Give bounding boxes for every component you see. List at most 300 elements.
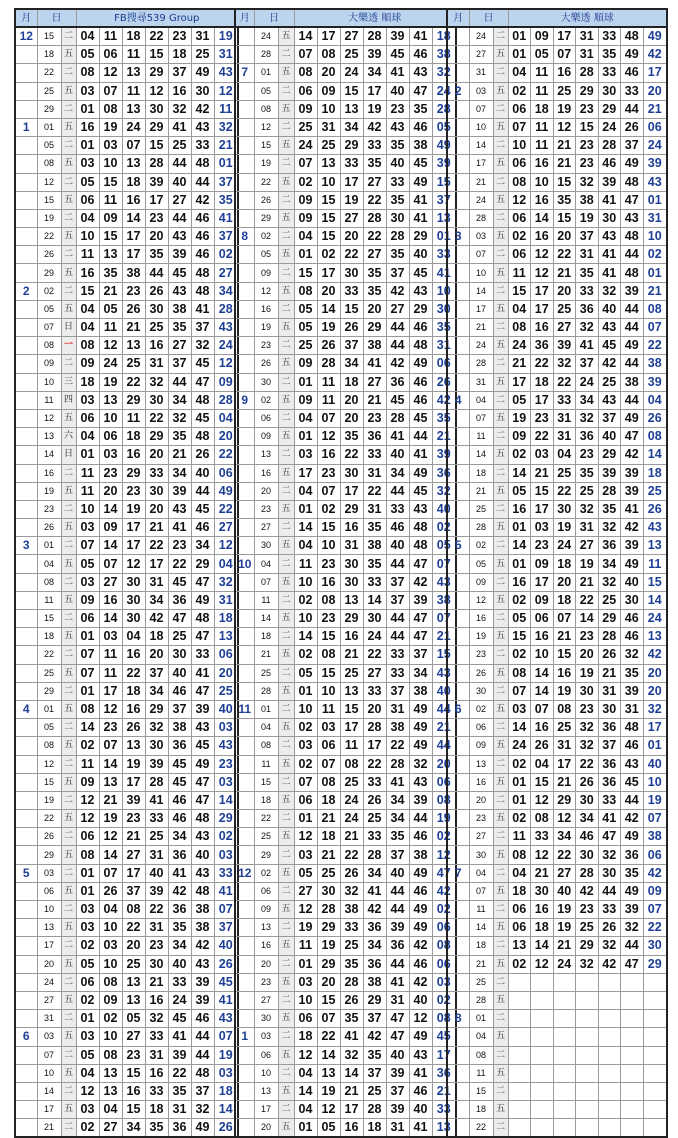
date-cell: 29 xyxy=(37,264,61,282)
number-cell: 41 xyxy=(598,264,621,282)
month-cell: 8 xyxy=(447,1010,469,1028)
number-cell: 15 xyxy=(122,1064,145,1082)
special-number-cell: 07 xyxy=(432,610,456,628)
date-cell: 24 xyxy=(469,27,493,46)
number-cell: 49 xyxy=(409,1028,432,1046)
weekday-cell: 二 xyxy=(61,646,76,664)
weekday-cell: 五 xyxy=(61,482,76,500)
weekday-cell: 五 xyxy=(493,882,508,900)
special-number-cell: 49 xyxy=(432,137,456,155)
number-cell: 16 xyxy=(340,628,363,646)
month-cell xyxy=(235,573,254,591)
draw-table-2 xyxy=(234,8,457,1138)
special-number-cell: 20 xyxy=(643,82,667,100)
number-cell: 17 xyxy=(122,773,145,791)
draw-row xyxy=(15,719,238,737)
number-cell: 11 xyxy=(317,373,340,391)
draw-row xyxy=(447,810,667,828)
special-number-cell: 45 xyxy=(432,1028,456,1046)
number-cell: 13 xyxy=(99,391,122,409)
number-cell: 12 xyxy=(145,82,168,100)
month-cell xyxy=(235,1010,254,1028)
special-number-cell: 27 xyxy=(214,519,238,537)
special-number-cell: 15 xyxy=(643,573,667,591)
draw-row xyxy=(235,482,456,500)
special-number-cell: 20 xyxy=(214,664,238,682)
number-cell: 40 xyxy=(386,155,409,173)
number-cell: 04 xyxy=(294,1101,317,1119)
number-cell: 20 xyxy=(317,64,340,82)
special-number-cell: 47 xyxy=(432,864,456,882)
number-cell: 18 xyxy=(122,682,145,700)
draw-row xyxy=(15,955,238,973)
number-cell: 20 xyxy=(145,646,168,664)
date-cell: 25 xyxy=(254,664,278,682)
number-cell: 26 xyxy=(317,337,340,355)
number-cell: 05 xyxy=(76,955,99,973)
special-number-cell: 26 xyxy=(214,1119,238,1138)
number-cell: 42 xyxy=(363,1028,386,1046)
number-cell: 07 xyxy=(317,482,340,500)
number-cell: 05 xyxy=(294,319,317,337)
number-cell: 40 xyxy=(191,464,214,482)
month-cell xyxy=(447,955,469,973)
draw-row xyxy=(15,264,238,282)
special-number-cell: 39 xyxy=(643,155,667,173)
draw-row xyxy=(447,846,667,864)
month-cell xyxy=(447,137,469,155)
number-cell: 18 xyxy=(168,46,191,64)
number-cell: 16 xyxy=(76,264,99,282)
number-cell: 41 xyxy=(409,209,432,227)
date-cell: 05 xyxy=(37,300,61,318)
number-cell xyxy=(576,1010,599,1028)
number-cell: 21 xyxy=(317,810,340,828)
date-cell: 13 xyxy=(254,1082,278,1100)
draw-row xyxy=(447,118,667,136)
number-cell: 32 xyxy=(621,646,644,664)
number-cell: 46 xyxy=(191,519,214,537)
number-cell xyxy=(621,1046,644,1064)
date-cell: 18 xyxy=(37,46,61,64)
number-cell: 33 xyxy=(386,173,409,191)
special-number-cell: 24 xyxy=(643,137,667,155)
number-cell xyxy=(553,973,576,991)
number-cell: 41 xyxy=(409,191,432,209)
draw-row xyxy=(15,810,238,828)
special-number-cell: 36 xyxy=(432,1064,456,1082)
weekday-cell: 二 xyxy=(278,300,294,318)
number-cell: 47 xyxy=(191,573,214,591)
number-cell: 42 xyxy=(621,519,644,537)
month-cell xyxy=(235,173,254,191)
number-cell: 33 xyxy=(191,646,214,664)
weekday-cell: 二 xyxy=(278,955,294,973)
month-cell: 5 xyxy=(447,537,469,555)
month-cell xyxy=(235,482,254,500)
draw-row xyxy=(235,300,456,318)
number-cell: 01 xyxy=(508,519,531,537)
weekday-cell: 二 xyxy=(278,882,294,900)
number-cell: 31 xyxy=(386,991,409,1009)
date-cell: 10 xyxy=(469,118,493,136)
number-cell: 25 xyxy=(317,137,340,155)
number-cell: 42 xyxy=(386,282,409,300)
special-number-cell: 25 xyxy=(643,482,667,500)
draw-row xyxy=(235,82,456,100)
number-cell: 48 xyxy=(191,391,214,409)
draw-row xyxy=(15,628,238,646)
number-cell: 32 xyxy=(576,955,599,973)
draw-row xyxy=(447,482,667,500)
weekday-cell: 二 xyxy=(61,100,76,118)
month-cell xyxy=(447,1046,469,1064)
number-cell: 45 xyxy=(409,264,432,282)
number-cell: 33 xyxy=(363,446,386,464)
number-cell: 37 xyxy=(340,337,363,355)
number-cell: 38 xyxy=(576,191,599,209)
number-cell: 34 xyxy=(168,828,191,846)
number-cell xyxy=(508,991,531,1009)
draw-row xyxy=(235,246,456,264)
number-cell: 41 xyxy=(340,1028,363,1046)
number-cell: 04 xyxy=(508,864,531,882)
month-cell xyxy=(15,391,37,409)
number-cell: 25 xyxy=(122,955,145,973)
month-cell xyxy=(447,791,469,809)
weekday-cell: 五 xyxy=(61,1101,76,1119)
weekday-cell: 五 xyxy=(278,137,294,155)
number-cell: 41 xyxy=(598,246,621,264)
number-cell: 33 xyxy=(168,973,191,991)
number-cell: 49 xyxy=(191,591,214,609)
date-cell: 30 xyxy=(254,537,278,555)
weekday-cell: 二 xyxy=(61,901,76,919)
weekday-cell: 五 xyxy=(493,628,508,646)
number-cell: 37 xyxy=(386,264,409,282)
number-cell: 42 xyxy=(191,937,214,955)
number-cell: 17 xyxy=(294,464,317,482)
number-cell: 48 xyxy=(409,337,432,355)
month-cell xyxy=(15,646,37,664)
special-number-cell: 24 xyxy=(432,82,456,100)
number-cell: 34 xyxy=(363,864,386,882)
number-cell: 21 xyxy=(317,846,340,864)
weekday-cell: 二 xyxy=(493,137,508,155)
date-cell: 11 xyxy=(469,1064,493,1082)
draw-row xyxy=(447,755,667,773)
draw-row xyxy=(15,1028,238,1046)
number-cell: 49 xyxy=(621,828,644,846)
number-cell: 11 xyxy=(122,409,145,427)
weekday-cell: 二 xyxy=(278,446,294,464)
number-cell: 37 xyxy=(191,1082,214,1100)
weekday-cell: 五 xyxy=(278,27,294,46)
number-cell: 17 xyxy=(145,555,168,573)
number-cell: 03 xyxy=(76,1101,99,1119)
number-cell xyxy=(508,1028,531,1046)
number-cell xyxy=(621,1010,644,1028)
number-cell: 28 xyxy=(386,228,409,246)
special-number-cell: 26 xyxy=(643,500,667,518)
date-cell: 21 xyxy=(254,646,278,664)
number-cell: 36 xyxy=(598,773,621,791)
special-number-cell: 39 xyxy=(432,155,456,173)
draw-row xyxy=(235,209,456,227)
date-cell: 29 xyxy=(37,100,61,118)
number-cell: 12 xyxy=(99,64,122,82)
draw-row xyxy=(447,191,667,209)
number-cell: 21 xyxy=(122,828,145,846)
special-number-cell: 35 xyxy=(432,319,456,337)
number-cell: 44 xyxy=(386,555,409,573)
number-cell: 49 xyxy=(621,555,644,573)
draw-row xyxy=(15,555,238,573)
draw-row xyxy=(447,228,667,246)
weekday-cell: 二 xyxy=(493,500,508,518)
number-cell: 43 xyxy=(598,319,621,337)
number-cell xyxy=(621,1028,644,1046)
number-cell: 23 xyxy=(576,700,599,718)
number-cell: 18 xyxy=(145,1101,168,1119)
number-cell: 04 xyxy=(531,755,554,773)
date-cell: 27 xyxy=(37,991,61,1009)
number-cell: 14 xyxy=(531,664,554,682)
weekday-cell: 四 xyxy=(61,391,76,409)
number-cell: 19 xyxy=(363,100,386,118)
number-cell: 42 xyxy=(576,882,599,900)
month-cell xyxy=(15,555,37,573)
number-cell: 34 xyxy=(386,810,409,828)
number-cell: 31 xyxy=(145,919,168,937)
number-cell: 03 xyxy=(99,937,122,955)
number-cell: 21 xyxy=(553,155,576,173)
number-cell: 17 xyxy=(363,82,386,100)
draw-row xyxy=(235,646,456,664)
special-number-cell: 38 xyxy=(643,355,667,373)
number-cell: 37 xyxy=(386,573,409,591)
number-cell: 31 xyxy=(145,846,168,864)
number-cell: 22 xyxy=(122,919,145,937)
number-cell xyxy=(598,1119,621,1138)
day-header: 日 xyxy=(37,9,76,27)
special-number-cell: 03 xyxy=(214,1064,238,1082)
number-cell: 25 xyxy=(576,482,599,500)
number-cell: 33 xyxy=(145,1028,168,1046)
weekday-cell: 五 xyxy=(61,773,76,791)
draw-row xyxy=(447,682,667,700)
special-number-cell xyxy=(643,991,667,1009)
weekday-cell: 二 xyxy=(61,937,76,955)
month-cell: 9 xyxy=(235,391,254,409)
weekday-cell: 五 xyxy=(61,955,76,973)
month-cell xyxy=(15,846,37,864)
number-cell: 39 xyxy=(122,791,145,809)
date-cell: 13 xyxy=(469,755,493,773)
number-cell: 02 xyxy=(508,755,531,773)
draw-row xyxy=(15,864,238,882)
number-cell: 39 xyxy=(621,482,644,500)
number-cell: 32 xyxy=(576,173,599,191)
weekday-cell: 二 xyxy=(278,409,294,427)
number-cell: 28 xyxy=(363,1101,386,1119)
weekday-cell: 五 xyxy=(278,355,294,373)
number-cell: 22 xyxy=(363,191,386,209)
number-cell: 03 xyxy=(76,155,99,173)
number-cell: 23 xyxy=(317,610,340,628)
number-cell: 23 xyxy=(576,137,599,155)
number-cell: 25 xyxy=(145,319,168,337)
number-cell: 45 xyxy=(621,773,644,791)
date-cell: 18 xyxy=(254,791,278,809)
date-cell: 12 xyxy=(37,173,61,191)
number-cell: 41 xyxy=(598,810,621,828)
date-cell: 15 xyxy=(37,773,61,791)
number-cell: 26 xyxy=(191,446,214,464)
number-cell: 11 xyxy=(76,755,99,773)
number-cell: 45 xyxy=(168,773,191,791)
number-cell: 02 xyxy=(508,228,531,246)
number-cell: 42 xyxy=(598,955,621,973)
number-cell: 16 xyxy=(122,446,145,464)
number-cell: 29 xyxy=(340,137,363,155)
number-cell: 19 xyxy=(99,810,122,828)
draw-row xyxy=(15,791,238,809)
number-cell: 44 xyxy=(621,791,644,809)
number-cell: 40 xyxy=(386,1046,409,1064)
draw-row xyxy=(447,137,667,155)
number-cell: 08 xyxy=(508,664,531,682)
special-number-cell: 12 xyxy=(214,355,238,373)
date-cell: 31 xyxy=(469,373,493,391)
special-number-cell: 11 xyxy=(643,555,667,573)
date-cell: 20 xyxy=(37,955,61,973)
date-cell: 05 xyxy=(37,137,61,155)
number-cell: 22 xyxy=(122,664,145,682)
number-cell: 19 xyxy=(553,901,576,919)
date-cell: 18 xyxy=(469,937,493,955)
date-cell: 14 xyxy=(469,137,493,155)
number-cell: 10 xyxy=(508,137,531,155)
number-cell: 40 xyxy=(386,864,409,882)
number-cell: 47 xyxy=(621,428,644,446)
number-cell xyxy=(553,1046,576,1064)
number-cell: 37 xyxy=(191,319,214,337)
month-cell xyxy=(235,628,254,646)
number-cell: 39 xyxy=(363,46,386,64)
number-cell: 35 xyxy=(386,828,409,846)
number-cell: 09 xyxy=(99,991,122,1009)
number-cell: 09 xyxy=(531,555,554,573)
weekday-cell: 二 xyxy=(278,555,294,573)
number-cell: 47 xyxy=(621,191,644,209)
number-cell: 09 xyxy=(76,773,99,791)
number-cell: 33 xyxy=(553,391,576,409)
number-cell: 31 xyxy=(553,737,576,755)
number-cell: 38 xyxy=(168,719,191,737)
number-cell: 49 xyxy=(409,919,432,937)
number-cell: 19 xyxy=(553,100,576,118)
number-cell: 32 xyxy=(168,409,191,427)
number-cell: 32 xyxy=(191,1101,214,1119)
number-cell: 17 xyxy=(531,300,554,318)
number-cell: 40 xyxy=(386,446,409,464)
draw-row xyxy=(15,409,238,427)
month-cell xyxy=(15,773,37,791)
number-cell: 25 xyxy=(294,118,317,136)
number-cell: 05 xyxy=(76,46,99,64)
number-cell: 21 xyxy=(553,937,576,955)
number-cell: 38 xyxy=(168,300,191,318)
date-cell: 25 xyxy=(37,82,61,100)
special-number-cell: 18 xyxy=(214,1082,238,1100)
number-cell: 45 xyxy=(386,46,409,64)
number-cell: 24 xyxy=(508,737,531,755)
number-cell: 22 xyxy=(363,228,386,246)
number-cell: 14 xyxy=(294,1082,317,1100)
number-cell: 02 xyxy=(317,246,340,264)
number-cell: 09 xyxy=(294,355,317,373)
month-cell xyxy=(15,155,37,173)
number-cell xyxy=(531,1119,554,1138)
draw-row xyxy=(447,1010,667,1028)
number-cell: 37 xyxy=(168,355,191,373)
month-cell xyxy=(447,155,469,173)
number-cell: 16 xyxy=(122,1082,145,1100)
number-cell: 09 xyxy=(76,591,99,609)
special-number-cell: 04 xyxy=(643,391,667,409)
special-number-cell: 06 xyxy=(432,355,456,373)
date-cell: 26 xyxy=(469,664,493,682)
number-cell: 12 xyxy=(531,246,554,264)
number-cell: 09 xyxy=(317,82,340,100)
date-cell: 16 xyxy=(254,300,278,318)
special-number-cell: 41 xyxy=(432,264,456,282)
number-cell: 36 xyxy=(576,300,599,318)
number-cell: 18 xyxy=(317,791,340,809)
number-cell: 28 xyxy=(576,64,599,82)
weekday-cell: 五 xyxy=(493,373,508,391)
number-cell: 01 xyxy=(294,810,317,828)
month-cell xyxy=(447,118,469,136)
number-cell: 31 xyxy=(317,118,340,136)
month-cell xyxy=(235,27,254,46)
number-cell: 27 xyxy=(386,300,409,318)
number-cell: 34 xyxy=(576,810,599,828)
special-number-cell: 01 xyxy=(643,191,667,209)
number-cell: 15 xyxy=(145,46,168,64)
draw-row xyxy=(235,282,456,300)
draw-row xyxy=(447,828,667,846)
month-cell xyxy=(235,319,254,337)
number-cell: 18 xyxy=(553,591,576,609)
number-cell: 25 xyxy=(317,864,340,882)
number-cell: 35 xyxy=(598,46,621,64)
month-cell xyxy=(15,428,37,446)
number-cell: 47 xyxy=(621,955,644,973)
special-number-cell: 04 xyxy=(214,555,238,573)
number-cell: 49 xyxy=(409,700,432,718)
number-cell: 44 xyxy=(621,319,644,337)
number-cell: 03 xyxy=(76,82,99,100)
number-cell: 35 xyxy=(553,191,576,209)
number-cell: 16 xyxy=(317,446,340,464)
number-cell: 08 xyxy=(553,700,576,718)
number-cell: 35 xyxy=(168,1082,191,1100)
number-cell xyxy=(576,1028,599,1046)
number-cell: 08 xyxy=(531,810,554,828)
number-cell: 48 xyxy=(621,719,644,737)
